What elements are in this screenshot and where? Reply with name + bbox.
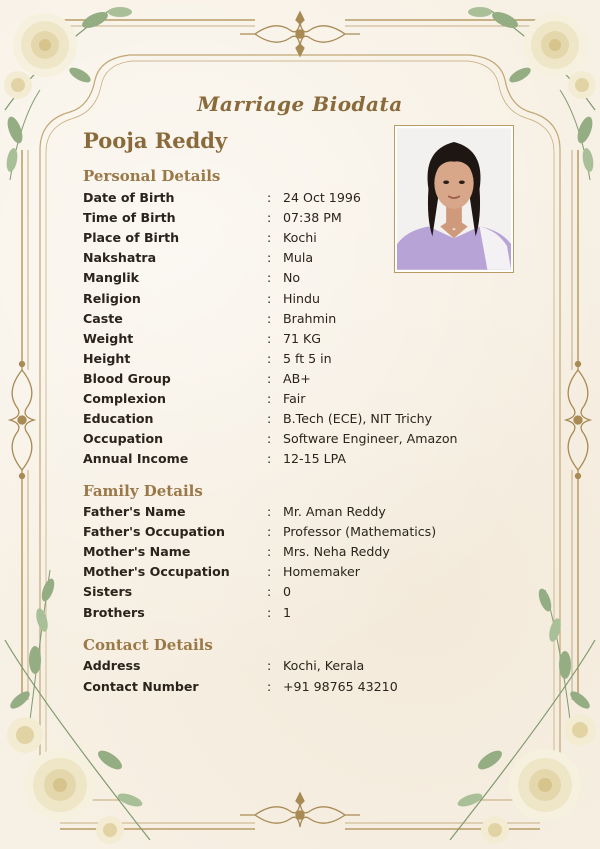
detail-value: AB+: [283, 370, 311, 386]
page-title: Marriage Biodata: [197, 92, 403, 116]
detail-separator: :: [267, 584, 272, 600]
detail-value: 12-15 LPA: [283, 451, 347, 467]
detail-label: Contact Number: [83, 679, 199, 694]
detail-label: Father's Occupation: [83, 524, 225, 540]
detail-separator: :: [267, 604, 272, 620]
detail-value: Software Engineer, Amazon: [283, 431, 458, 447]
detail-separator: :: [267, 310, 272, 326]
profile-photo: [394, 125, 514, 273]
detail-label: Occupation: [83, 431, 164, 447]
detail-value: 5 ft 5 in: [283, 350, 332, 366]
detail-value: Mrs. Neha Reddy: [283, 544, 390, 560]
detail-value: Homemaker: [283, 564, 360, 580]
detail-separator: :: [267, 544, 272, 560]
person-portrait-icon: [397, 128, 511, 270]
detail-separator: :: [267, 411, 272, 427]
detail-separator: :: [267, 658, 272, 673]
detail-separator: :: [267, 504, 272, 519]
personal-details-heading: Personal Details: [83, 167, 221, 185]
detail-label: Time of Birth: [83, 210, 176, 226]
detail-separator: :: [267, 679, 272, 694]
detail-value: B.Tech (ECE), NIT Trichy: [283, 411, 433, 427]
detail-label: Mother's Name: [83, 544, 191, 560]
detail-value: Fair: [283, 391, 306, 406]
detail-value: 71 KG: [283, 330, 322, 346]
detail-label: Place of Birth: [83, 230, 180, 246]
detail-label: Annual Income: [83, 451, 189, 467]
detail-value: Kochi: [283, 230, 317, 246]
detail-separator: :: [267, 210, 272, 226]
detail-label: Sisters: [83, 584, 133, 600]
detail-separator: :: [267, 350, 272, 366]
detail-separator: :: [267, 290, 272, 306]
detail-label: Height: [83, 350, 131, 366]
detail-value: +91 98765 43210: [283, 679, 398, 694]
contact-details-heading: Contact Details: [83, 636, 213, 654]
detail-label: Education: [83, 411, 154, 427]
detail-label: Weight: [83, 330, 134, 346]
detail-separator: :: [267, 250, 272, 266]
detail-value: No: [283, 270, 301, 286]
detail-value: Mr. Aman Reddy: [283, 504, 386, 519]
detail-label: Religion: [83, 290, 141, 306]
detail-separator: :: [267, 391, 272, 406]
detail-value: 07:38 PM: [283, 210, 342, 226]
detail-label: Father's Name: [83, 504, 186, 519]
detail-label: Complexion: [83, 391, 166, 406]
detail-value: 24 Oct 1996: [283, 190, 361, 205]
detail-separator: :: [267, 190, 272, 205]
detail-label: Address: [83, 658, 141, 673]
detail-label: Blood Group: [83, 370, 171, 386]
detail-label: Manglik: [83, 270, 140, 286]
detail-value: 0: [283, 584, 292, 600]
detail-separator: :: [267, 431, 272, 447]
detail-separator: :: [267, 451, 272, 467]
detail-label: Brothers: [83, 604, 145, 620]
detail-value: Professor (Mathematics): [283, 524, 437, 540]
candidate-name: Pooja Reddy: [83, 128, 228, 153]
family-details-heading: Family Details: [83, 482, 203, 500]
detail-separator: :: [267, 330, 272, 346]
detail-separator: :: [267, 564, 272, 580]
detail-separator: :: [267, 230, 272, 246]
detail-value: Brahmin: [283, 310, 337, 326]
detail-separator: :: [267, 270, 272, 286]
floral-corner-bottom-right: [450, 587, 596, 844]
detail-label: Caste: [83, 310, 123, 326]
detail-label: Mother's Occupation: [83, 564, 230, 580]
detail-value: 1: [283, 604, 292, 620]
detail-value: Mula: [283, 250, 314, 266]
detail-separator: :: [267, 524, 272, 540]
detail-value: Hindu: [283, 290, 320, 306]
detail-value: Kochi, Kerala: [283, 658, 365, 673]
detail-label: Date of Birth: [83, 190, 175, 205]
detail-separator: :: [267, 370, 272, 386]
detail-label: Nakshatra: [83, 250, 157, 266]
